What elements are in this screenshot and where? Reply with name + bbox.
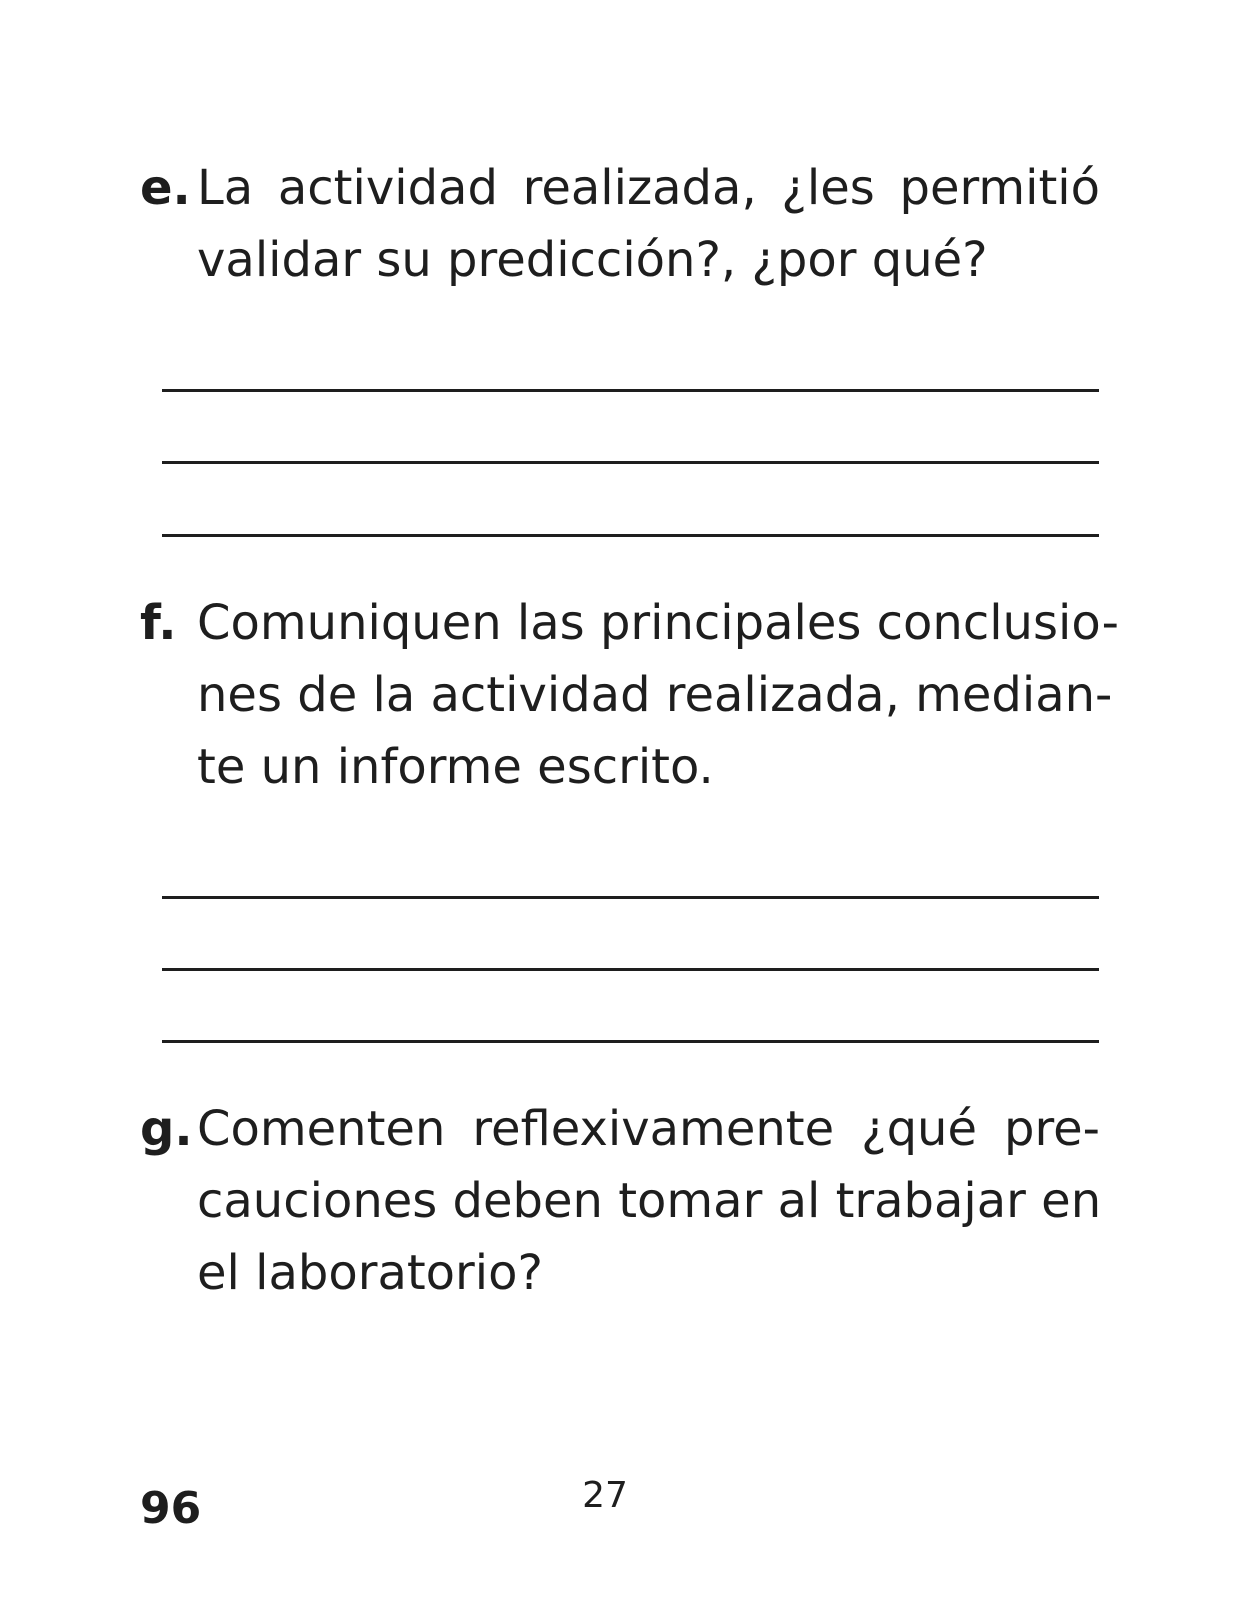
sheet-number: 27 [582,1475,628,1516]
answer-line[interactable] [162,968,1099,971]
answer-line[interactable] [162,896,1099,899]
book-page-number: 96 [140,1483,202,1534]
question-e [140,152,1100,296]
question-text [197,1093,1100,1309]
question-letter: g. [140,1101,193,1157]
question-line: La actividad realizada, ¿les permitió [197,160,1100,216]
question-text [197,587,1119,803]
answer-line[interactable] [162,389,1099,392]
question-line: te un informe escrito. [197,739,714,795]
question-g [140,1093,1100,1309]
question-f [140,587,1119,803]
question-line: nes de la actividad realizada, median- [197,667,1113,723]
question-line: el laboratorio? [197,1245,543,1301]
answer-line[interactable] [162,1040,1099,1043]
question-line: Comuniquen las principales conclusio- [197,595,1119,651]
question-letter: f. [140,595,177,651]
question-line: Comenten reflexivamente ¿qué pre- [197,1101,1100,1157]
question-line: validar su predicción?, ¿por qué? [197,232,988,288]
question-line: cauciones deben tomar al trabajar en [197,1173,1102,1229]
question-text [197,152,1100,296]
question-letter: e. [140,160,191,216]
answer-line[interactable] [162,461,1099,464]
answer-line[interactable] [162,534,1099,537]
